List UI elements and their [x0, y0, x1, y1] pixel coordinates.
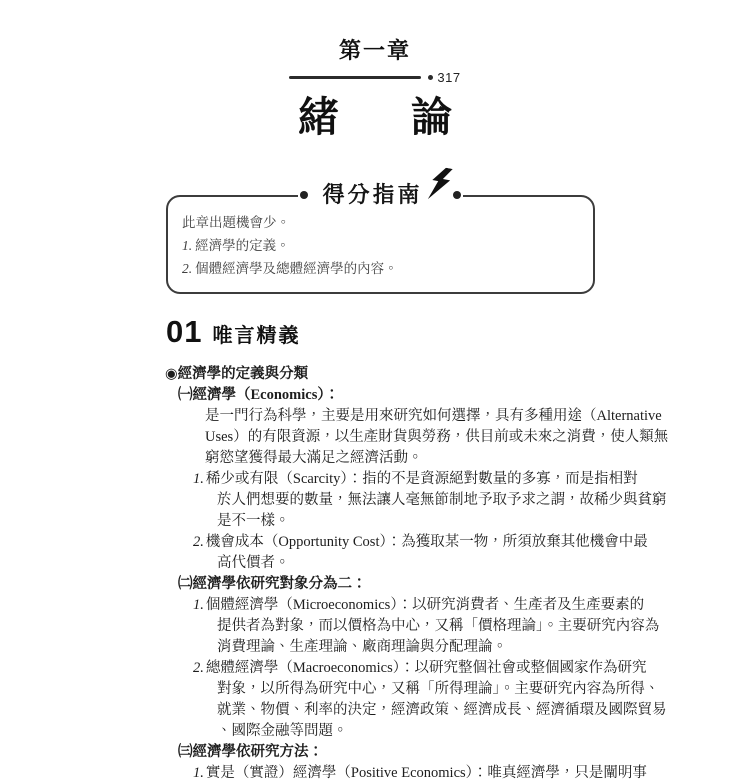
- guide-line: [182, 211, 573, 234]
- body-line-text: 對象，以所得為研究中心，又稱「所得理論」。主要研究內容為所得、: [217, 681, 660, 698]
- rule-line: [289, 76, 421, 79]
- body-line-number: 1.: [193, 597, 204, 614]
- rule-dot-icon: [428, 75, 433, 80]
- body-text: [165, 364, 669, 784]
- body-line: [165, 616, 660, 637]
- body-line-number: 2.: [193, 534, 204, 551]
- body-line: [165, 406, 662, 427]
- body-line-text: ◉經濟學的定義與分類: [165, 366, 309, 383]
- chapter-rule: [0, 70, 750, 84]
- body-line-text: Uses）的有限資源，以生產財貨與勞務，供目前或未來之消費，使人類無: [205, 429, 669, 446]
- body-line-text: 個體經濟學（Microeconomics）：以研究消費者、生產者及生產要素的: [205, 597, 645, 614]
- body-line-text: 窮慾望獲得最大滿足之經濟活動。: [205, 450, 423, 467]
- body-line-number: 1.: [193, 471, 204, 488]
- body-line-text: ㈡經濟學依研究對象分為二：: [178, 576, 367, 593]
- score-guide: [166, 181, 595, 294]
- body-line: [165, 448, 597, 469]
- body-line-text: 高代價者。: [217, 555, 290, 572]
- guide-line-number: 1.: [182, 238, 193, 254]
- body-line: [165, 553, 597, 574]
- body-line: [165, 511, 597, 532]
- guide-line-text: 經濟學的定義。: [195, 238, 290, 254]
- chapter-title: 第一章: [338, 38, 411, 63]
- body-line: [165, 595, 645, 616]
- body-line: [165, 469, 638, 490]
- body-line: [165, 532, 648, 553]
- body-line: [165, 385, 597, 406]
- body-line-text: 總體經濟學（Macroeconomics）：以研究整個社會或整個國家作為研究: [205, 660, 647, 677]
- body-line-text: 稀少或有限（Scarcity）：指的不是資源絕對數量的多寡，而是指相對: [205, 471, 638, 488]
- body-line: [165, 721, 597, 742]
- body-line-text: 是一門行為科學，主要是用來研究如何選擇，具有多種用途（Alternative: [205, 408, 662, 425]
- guide-line-text: 個體經濟學及總體經濟學的內容。: [195, 261, 398, 277]
- body-line: [165, 427, 669, 448]
- body-line: [165, 742, 597, 763]
- guide-line: [182, 257, 573, 280]
- guide-line-number: 2.: [182, 261, 193, 277]
- body-line: [165, 700, 667, 721]
- body-line-number: 2.: [193, 660, 204, 677]
- score-guide-box: [166, 195, 595, 294]
- body-line: [165, 490, 667, 511]
- body-line: [165, 679, 660, 700]
- body-line: [165, 637, 597, 658]
- title-char-1: 緒: [298, 94, 339, 140]
- body-line-text: 消費理論、生產理論、廠商理論與分配理論。: [217, 639, 507, 656]
- body-line-text: 、國際金融等問題。: [217, 723, 348, 740]
- body-line-text: ㈢經濟學依研究方法：: [178, 744, 323, 761]
- body-line-text: 實是（實證）經濟學（Positive Economics）：唯真經濟學，只是闡明事: [205, 765, 647, 782]
- page-title: [0, 96, 750, 139]
- body-line-text: 是不一樣。: [217, 513, 290, 530]
- chapter-header: [0, 0, 750, 139]
- body-line-text: ㈠經濟學（Economics）：: [178, 387, 340, 404]
- body-line-text: 於人們想要的數量，無法讓人毫無節制地予取予求之謂，故稀少與貧窮: [217, 492, 667, 509]
- body-line-number: 1.: [193, 765, 204, 782]
- body-line: [165, 364, 597, 385]
- body-line: [165, 574, 597, 595]
- section-number: 01: [166, 314, 203, 350]
- section-heading: [166, 314, 750, 350]
- guide-line: [182, 234, 573, 257]
- title-char-2: 論: [411, 94, 452, 140]
- body-line-text: 提供者為對象，而以價格為中心，又稱「價格理論」。主要研究內容為: [217, 618, 660, 635]
- body-line-text: 就業、物價、利率的決定，經濟政策、經濟成長、經濟循環及國際貿易: [217, 702, 667, 719]
- guide-line-text: 此章出題機會少。: [182, 215, 290, 231]
- body-line-text: 機會成本（Opportunity Cost）：為獲取某一物，所須放棄其他機會中最: [205, 534, 648, 551]
- body-line: [165, 763, 647, 784]
- page-number: 317: [437, 69, 461, 85]
- body-line: [165, 658, 647, 679]
- score-guide-label: 得分指南: [322, 181, 423, 207]
- section-label: 唯言精義: [212, 325, 301, 348]
